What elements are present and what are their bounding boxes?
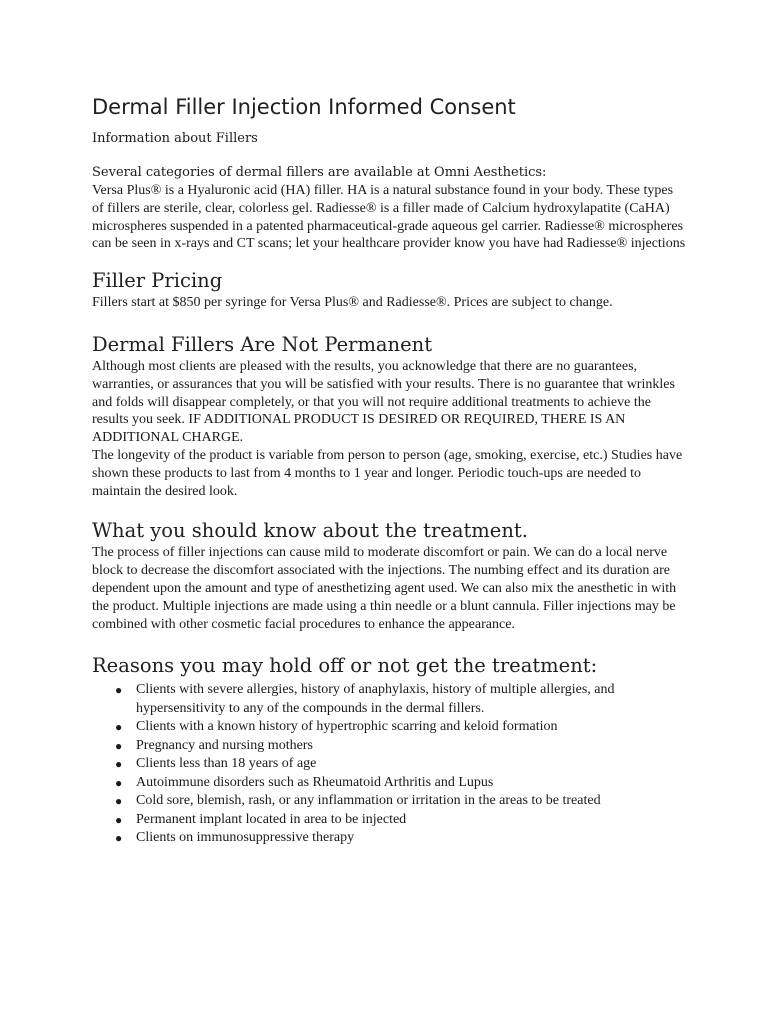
list-item-text: Clients on immunosuppressive therapy	[136, 830, 355, 846]
not-permanent-paragraph-1: Although most clients are pleased with the results, you acknowledge that there are no guarantees, warranties, or assurances that you will be satisfied with your results. There is no guarantee that wrinkles and folds will disappear completely, or that you will not require additional treatments to achieve the results you seek. IF ADDITIONAL PRODUCT IS DESIRED OR REQUIRED, THERE IS AN ADDITIONAL CHARGE.	[92, 358, 675, 446]
treatment-text: The process of filler injections can cause mild to moderate discomfort or pain. We can do a local nerve block to decrease the discomfort associated with the injections. The numbing effect and its duration are dependent upon the amount and type of anesthetizing agent used. We can also mix the anesthetic in with the product. Multiple injections are made using a thin needle or a blunt cannula. Filler injections may be combined with other cosmetic facial procedures to enhance the appearance.	[92, 545, 677, 632]
document-subtitle: Information about Fillers	[92, 131, 258, 146]
list-item-text: Cold sore, blemish, rash, or any inflammation or irritation in the areas to be treated	[136, 793, 601, 809]
document-page	[92, 93, 688, 848]
list-item-text: Clients with a known history of hypertrophic scarring and keloid formation	[136, 719, 558, 735]
not-permanent-paragraph-2: The longevity of the product is variable from person to person (age, smoking, exercise, etc.) Studies have shown these products to last from 4 months to 1 year and longer. Periodic touch-ups are needed to maintain the desired look.	[92, 447, 683, 499]
bullet-icon: ●	[115, 812, 123, 827]
treatment-section	[92, 518, 688, 633]
list-item	[115, 755, 688, 774]
not-permanent-section	[92, 332, 688, 500]
bullet-icon: ●	[115, 757, 123, 772]
bullet-icon: ●	[115, 794, 123, 809]
list-item	[115, 792, 688, 811]
list-item	[115, 811, 688, 830]
list-item-text: Permanent implant located in area to be injected	[136, 811, 407, 827]
list-item-text: Autoimmune disorders such as Rheumatoid Arthritis and Lupus	[136, 774, 494, 790]
list-item	[115, 829, 688, 848]
pricing-heading: Filler Pricing	[92, 269, 223, 293]
treatment-heading: What you should know about the treatment.	[92, 519, 528, 543]
document-title: Dermal Filler Injection Informed Consent	[92, 95, 516, 119]
bullet-icon: ●	[115, 683, 123, 698]
list-item-text: Pregnancy and nursing mothers	[136, 737, 313, 753]
bullet-icon: ●	[115, 831, 123, 846]
list-item-text: Clients less than 18 years of age	[136, 756, 317, 772]
list-item	[115, 774, 688, 793]
pricing-section	[92, 268, 688, 312]
not-permanent-heading: Dermal Fillers Are Not Permanent	[92, 332, 433, 356]
list-item-text: Clients with severe allergies, history of anaphylaxis, history of multiple allergies, and hypersensitivity to any of the compounds in the dermal fillers.	[136, 682, 615, 716]
reasons-section	[92, 653, 688, 848]
intro-body-text: Versa Plus® is a Hyaluronic acid (HA) filler. HA is a natural substance found in your body. These types of fillers are sterile, clear, colorless gel. Radiesse® is a filler made of Calcium hydroxylapatite (CaHA) microspheres suspended in a patented pharmaceutical-grade aqueous gel carrier. Radiesse® microspheres can be seen in x-rays and CT scans; let your healthcare provider know you have had Radiesse® injections	[92, 183, 686, 252]
list-item	[115, 718, 688, 737]
bullet-icon: ●	[115, 738, 123, 753]
intro-lead-text: Several categories of dermal fillers are available at Omni Aesthetics:	[92, 165, 547, 180]
list-item	[115, 681, 688, 718]
pricing-text: Fillers start at $850 per syringe for Versa Plus® and Radiesse®. Prices are subject to change.	[92, 295, 613, 311]
reasons-heading: Reasons you may hold off or not get the treatment:	[92, 654, 598, 678]
list-item	[115, 737, 688, 756]
reasons-list	[92, 681, 688, 848]
bullet-icon: ●	[115, 720, 123, 735]
bullet-icon: ●	[115, 775, 123, 790]
